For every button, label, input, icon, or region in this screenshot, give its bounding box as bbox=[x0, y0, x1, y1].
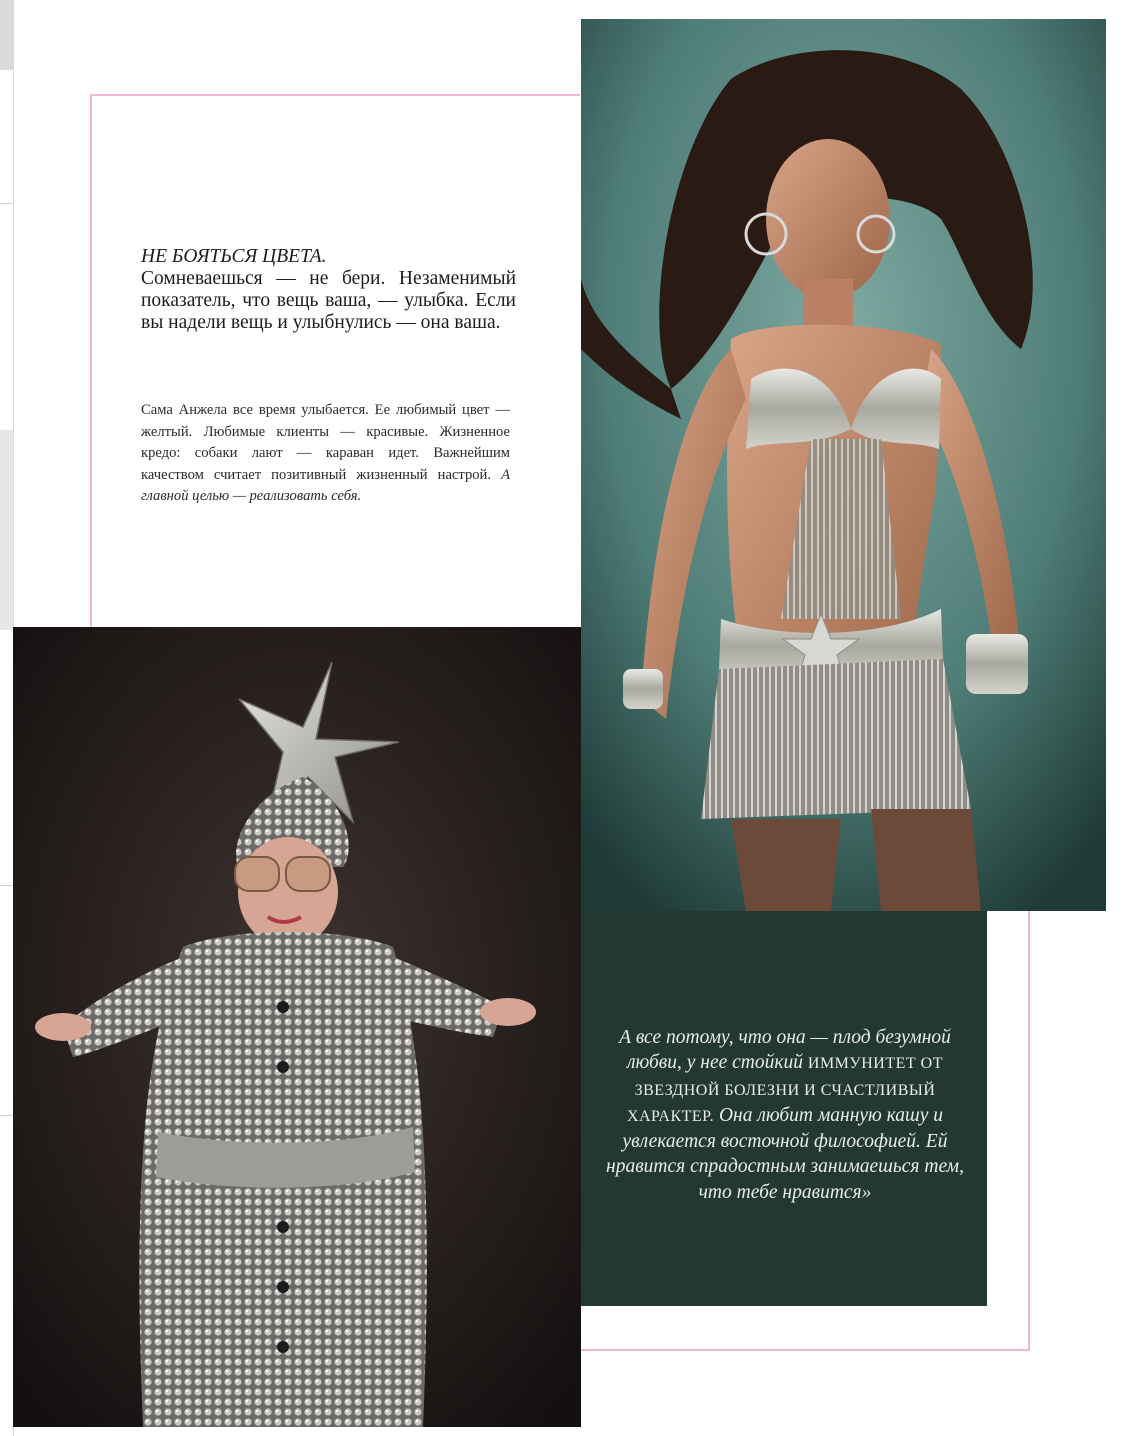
headline-block bbox=[141, 246, 516, 334]
pull-quote bbox=[600, 1025, 970, 1205]
body-paragraph bbox=[141, 400, 510, 508]
page-edge-strip bbox=[0, 0, 14, 1436]
decorative-frame-top bbox=[90, 94, 580, 627]
headline-title: НЕ БОЯТЬСЯ ЦВЕТА. bbox=[141, 246, 327, 267]
headline-body: Сомневаешься — не бери. Незаменимый показатель, что вещь ваша, — улыбка. Если вы надели вещь и улыбнулись — она ваша. bbox=[141, 268, 516, 333]
photo-singer-silver-dress bbox=[581, 19, 1106, 911]
edge-tab bbox=[0, 0, 13, 70]
edge-tick bbox=[0, 203, 13, 204]
paragraph-text: Сама Анжела все время улыбается. Ее любимый цвет — желтый. Любимые клиенты — красивые. Жизненное кредо: собаки лают — караван идет. Важнейшим качеством считает позитивный жизненный настрой. bbox=[141, 402, 510, 483]
quote-caps: ИММУНИТЕТ ОТ ЗВЕЗДНОЙ БОЛЕЗНИ И СЧАСТЛИВЫЙ ХАРАКТЕР. bbox=[626, 1055, 943, 1125]
edge-tick bbox=[0, 885, 13, 886]
edge-tab bbox=[0, 430, 13, 630]
edge-tick bbox=[0, 1115, 13, 1116]
quote-part-1: А все потому, что она — плод безумной любви, у нее стойкий bbox=[619, 1027, 951, 1074]
paragraph-italic: А главной целью — реализовать себя. bbox=[141, 466, 510, 504]
quote-part-2: Она любит манную кашу и увлекается восточной философией. Ей нравится спрадостным занимаешься тем, что тебе нравится» bbox=[606, 1104, 964, 1203]
photo-performer-star-hat bbox=[13, 627, 581, 1427]
